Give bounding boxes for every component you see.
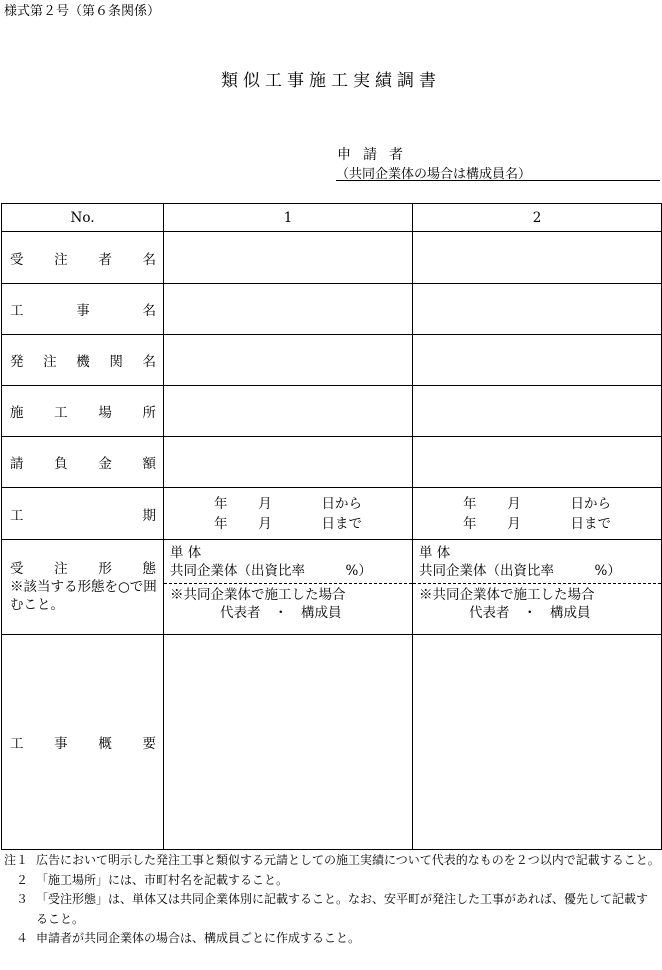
table-row — [2, 335, 662, 386]
note-text: 申請者が共同企業体の場合は、構成員ごとに作成すること。 — [36, 931, 361, 945]
table-row — [2, 386, 662, 437]
form-cell-1[interactable] — [164, 540, 413, 635]
notes — [4, 851, 660, 949]
summary-cell-2[interactable] — [413, 635, 662, 850]
rep-member-option: 代表者 ・ 構成員 — [469, 605, 591, 621]
track-record-table — [1, 203, 662, 850]
amount-cell-1[interactable] — [164, 437, 413, 488]
rep-member-option: 代表者 ・ 構成員 — [220, 605, 342, 621]
note-item — [4, 890, 660, 929]
orderer-label: 発注機関名 — [2, 335, 164, 386]
amount-cell-2[interactable] — [413, 437, 662, 488]
year-text: 年 — [214, 515, 228, 532]
from-text: 日から — [570, 495, 611, 512]
table-row — [2, 488, 662, 540]
month-text: 月 — [258, 495, 272, 512]
note-number: ２ — [4, 872, 29, 887]
period-cell-2[interactable] — [413, 488, 662, 540]
table-row — [2, 635, 662, 850]
form-options — [164, 540, 412, 584]
orderer-cell-1[interactable] — [164, 335, 413, 386]
to-text: 日まで — [570, 515, 611, 532]
location-label: 施工場所 — [2, 386, 164, 437]
from-text: 日から — [321, 495, 362, 512]
form-cell-2[interactable] — [413, 540, 662, 635]
period-from-line — [164, 494, 412, 514]
single-option: 単 体 — [170, 545, 202, 561]
note-number: 注１ — [4, 853, 29, 867]
no-header-cell: No. — [2, 204, 164, 232]
contractor-cell-2[interactable] — [413, 232, 662, 284]
month-text: 月 — [507, 495, 521, 512]
to-text: 日まで — [321, 515, 362, 532]
month-text: 月 — [507, 515, 521, 532]
period-label: 工期 — [2, 488, 164, 540]
period-cell-1[interactable] — [164, 488, 413, 540]
jv-note: ※共同企業体で施工した場合 — [170, 587, 346, 603]
summary-cell-1[interactable] — [164, 635, 413, 850]
jv-note: ※共同企業体で施工した場合 — [419, 587, 595, 603]
applicant-label: 申請者 — [337, 147, 415, 163]
jv-role — [413, 584, 661, 624]
single-option: 単 体 — [419, 545, 451, 561]
form-options — [413, 540, 661, 584]
form-label-note: ※該当する形態を○で囲むこと。 — [10, 579, 157, 613]
jv-option: 共同企業体（出資比率 %） — [419, 563, 621, 579]
jv-option: 共同企業体（出資比率 %） — [170, 563, 372, 579]
applicant-note: （共同企業体の場合は構成員名） — [336, 167, 532, 182]
document-title: 類似工事施工実績調書 — [221, 71, 441, 91]
year-text: 年 — [463, 495, 477, 512]
period-to-line — [164, 514, 412, 534]
contractor-label: 受注者名 — [2, 232, 164, 284]
period-from-line — [413, 494, 661, 514]
form-label-title: 受注形態 — [10, 561, 156, 577]
note-item — [4, 851, 660, 871]
location-cell-2[interactable] — [413, 386, 662, 437]
contractor-cell-1[interactable] — [164, 232, 413, 284]
table-row — [2, 540, 662, 635]
form-label — [2, 540, 164, 635]
note-item — [4, 929, 660, 949]
year-text: 年 — [463, 515, 477, 532]
location-cell-1[interactable] — [164, 386, 413, 437]
table-row — [2, 437, 662, 488]
orderer-cell-2[interactable] — [413, 335, 662, 386]
amount-label: 請負金額 — [2, 437, 164, 488]
work-name-cell-2[interactable] — [413, 284, 662, 335]
column-header-1: 1 — [164, 204, 413, 232]
note-item — [4, 871, 660, 891]
form-number: 様式第２号（第６条関係） — [4, 4, 161, 19]
note-number: ４ — [4, 931, 29, 945]
applicant-signature-line — [336, 180, 660, 181]
column-header-2: 2 — [413, 204, 662, 232]
header-row — [2, 204, 662, 232]
period-to-line — [413, 514, 661, 534]
work-name-label: 工事名 — [2, 284, 164, 335]
work-name-cell-1[interactable] — [164, 284, 413, 335]
note-number: ３ — [4, 892, 29, 906]
summary-label: 工事概要 — [2, 635, 164, 850]
note-text: 「受注形態」は、単体又は共同企業体別に記載すること。なお、安平町が発注した工事があれば、優先して記載すること。 — [36, 892, 649, 926]
note-text: 「施工場所」には、市町村名を記載すること。 — [36, 872, 289, 887]
year-text: 年 — [214, 495, 228, 512]
jv-role — [164, 584, 412, 624]
table-row — [2, 284, 662, 335]
month-text: 月 — [258, 515, 272, 532]
note-text: 広告において明示した発注工事と類似する元請としての施工実績について代表的なものを２つ以内で記載すること。 — [36, 853, 660, 867]
table-row — [2, 232, 662, 284]
